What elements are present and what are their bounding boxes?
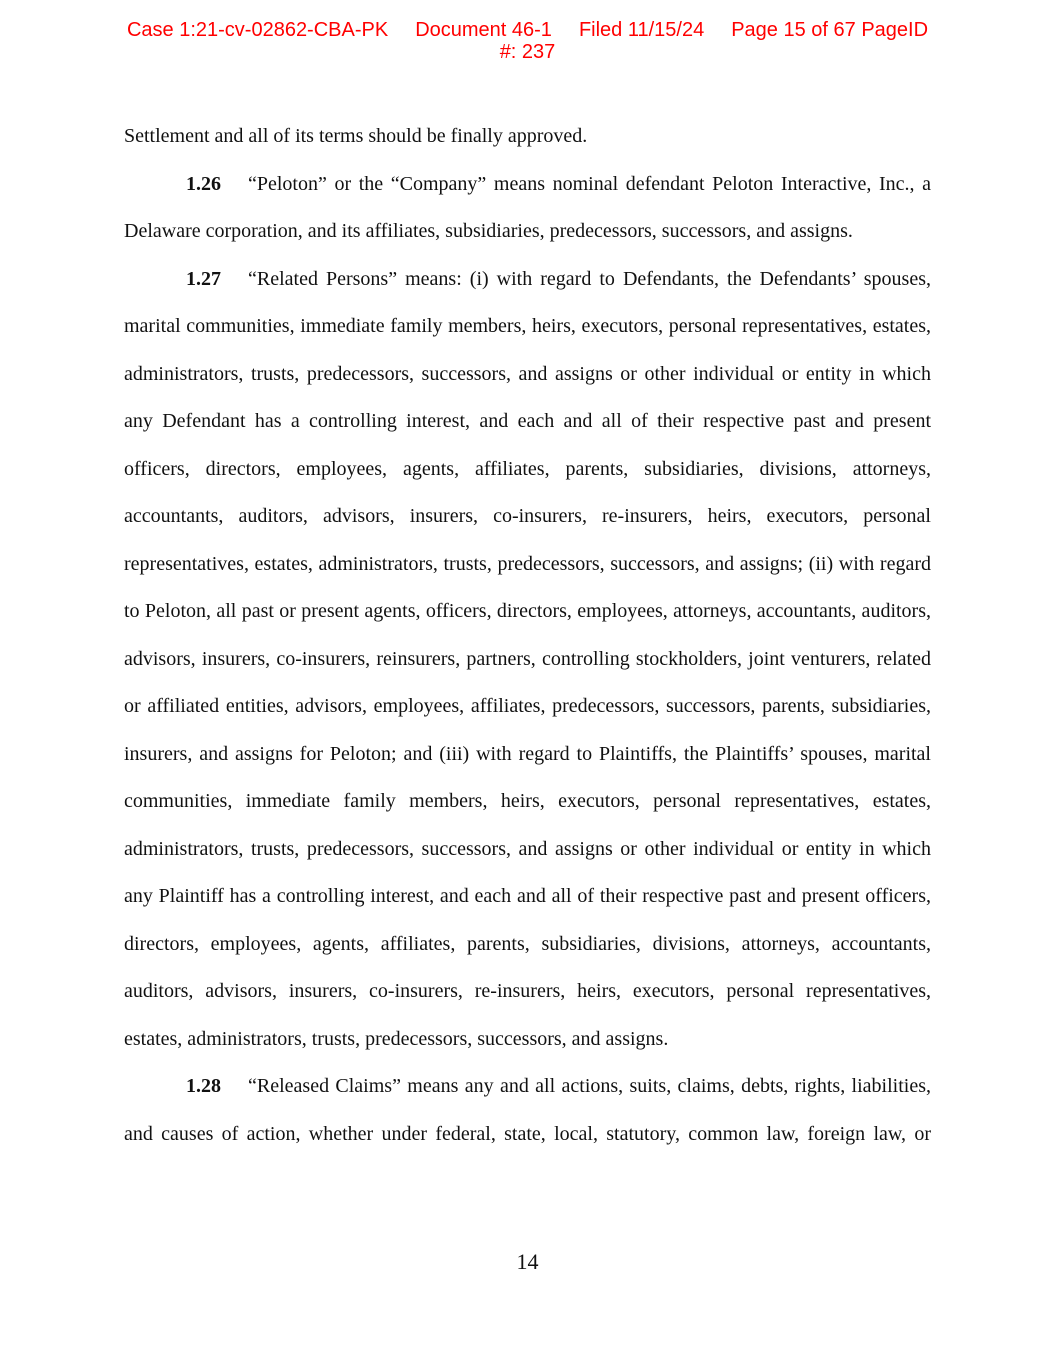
section-number: 1.26 [186, 172, 221, 195]
page-number: 14 [516, 1249, 539, 1274]
section-1-27 [124, 256, 931, 1064]
document-number: Document 46-1 [415, 19, 552, 41]
page-id: #: 237 [499, 41, 556, 63]
document-body [124, 113, 931, 1158]
filed-date: Filed 11/15/24 [578, 19, 705, 41]
section-1-28 [124, 1063, 931, 1158]
section-text: “Related Persons” means: (i) with regard to Defendants, the Defendants’ spouses, marital communities, immediate family members, heirs, executors, personal representatives, estates, administrators, trusts, predecessors, successors, and assigns or other individual or entity in which any Defendant has a controlling interest, and each and all of their respective past and present officers, directors, employees, agents, affiliates, parents, subsidiaries, divisions, attorneys, accountants, auditors, advisors, insurers, co-insurers, re-insurers, heirs, executors, personal representatives, estates, administrators, trusts, predecessors, successors, and assigns; (ii) with regard to Peloton, all past or present agents, officers, directors, employees, attorneys, accountants, auditors, advisors, insurers, co-insurers, reinsurers, partners, controlling stockholders, joint venturers, related or affiliated entities, advisors, employees, affiliates, predecessors, successors, parents, subsidiaries, insurers, and assigns for Peloton; and (iii) with regard to Plaintiffs, the Plaintiffs’ spouses, marital communities, immediate family members, heirs, executors, personal representatives, estates, administrators, trusts, predecessors, successors, and assigns or other individual or entity in which any Plaintiff has a controlling interest, and each and all of their respective past and present officers, directors, employees, agents, affiliates, parents, subsidiaries, divisions, attorneys, accountants, auditors, advisors, insurers, co-insurers, re-insurers, heirs, executors, personal representatives, estates, administrators, trusts, predecessors, successors, and assigns. [124, 267, 931, 1050]
section-text: “Peloton” or the “Company” means nominal defendant Peloton Interactive, Inc., a Delaware corporation, and its affiliates, subsidiaries, predecessors, successors, and assigns. [124, 172, 931, 242]
filing-header-line [0, 19, 1055, 41]
intro-paragraph: Settlement and all of its terms should be finally approved. [124, 125, 588, 147]
section-number: 1.28 [186, 1075, 221, 1097]
case-number: Case 1:21-cv-02862-CBA-PK [126, 19, 389, 41]
court-filing-header [0, 19, 1055, 63]
section-text: “Released Claims” means any and all actions, suits, claims, debts, rights, liabilities, and causes of action, whether under federal, state, local, statutory, common law, foreign law, or [124, 1075, 931, 1145]
page-info: Page 15 of 67 PageID [731, 19, 929, 41]
section-1-26 [124, 161, 931, 256]
section-number: 1.27 [186, 267, 221, 290]
